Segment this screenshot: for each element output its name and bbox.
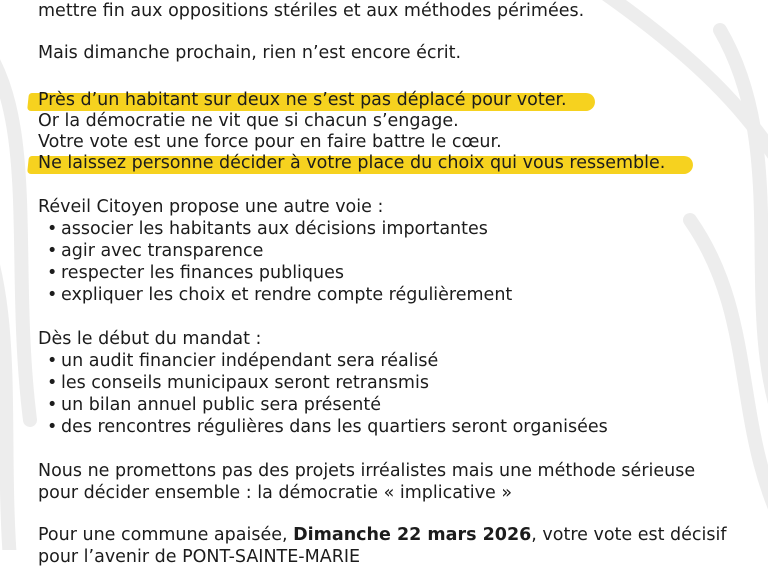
bullet-icon: • [47,263,58,283]
list-item: • expliquer les choix et rendre compte régulièrement [47,285,513,305]
list-item: • agir avec transparence [47,241,264,261]
text-line: Dès le début du mandat : [38,329,262,349]
text-line: Votre vote est une force pour en faire battre le cœur. [38,132,502,152]
highlight-marker: Ne laissez personne décider à votre place du choix qui vous ressemble. [38,153,666,173]
bullet-icon: • [47,395,58,415]
highlighted-line [38,152,665,174]
list-item: • un bilan annuel public sera présenté [47,395,382,415]
bullet-icon: • [47,373,58,393]
text-line: Nous ne promettons pas des projets irréalistes mais une méthode sérieuse [38,461,696,481]
highlighted-line [38,89,567,111]
list-item: • associer les habitants aux décisions importantes [47,219,488,239]
bullet-icon: • [47,417,58,437]
bullet-icon: • [47,285,58,305]
text-line: Mais dimanche prochain, rien n’est encore écrit. [38,43,462,63]
list-item: • un audit financier indépendant sera réalisé [47,351,439,371]
list-item: • respecter les finances publiques [47,263,344,283]
list-item: • les conseils municipaux seront retransmis [47,373,429,393]
text-line: mettre fin aux oppositions stériles et aux méthodes périmées. [38,1,585,21]
highlight-marker: Près d’un habitant sur deux ne s’est pas déplacé pour voter. [38,90,567,110]
bullet-icon: • [47,219,58,239]
closing-line: Pour une commune apaisée, Dimanche 22 mars 2026, votre vote est décisif [38,525,727,545]
text-line: Or la démocratie ne vit que si chacun s’engage. [38,111,459,131]
text-line: pour l’avenir de PONT-SAINTE-MARIE [38,547,361,567]
bullet-icon: • [47,351,58,371]
text-line: Réveil Citoyen propose une autre voie : [38,197,384,217]
list-item: • des rencontres régulières dans les quartiers seront organisées [47,417,608,437]
bullet-icon: • [47,241,58,261]
text-line: pour décider ensemble : la démocratie « implicative » [38,483,513,503]
election-date: Dimanche 22 mars 2026 [293,525,532,545]
